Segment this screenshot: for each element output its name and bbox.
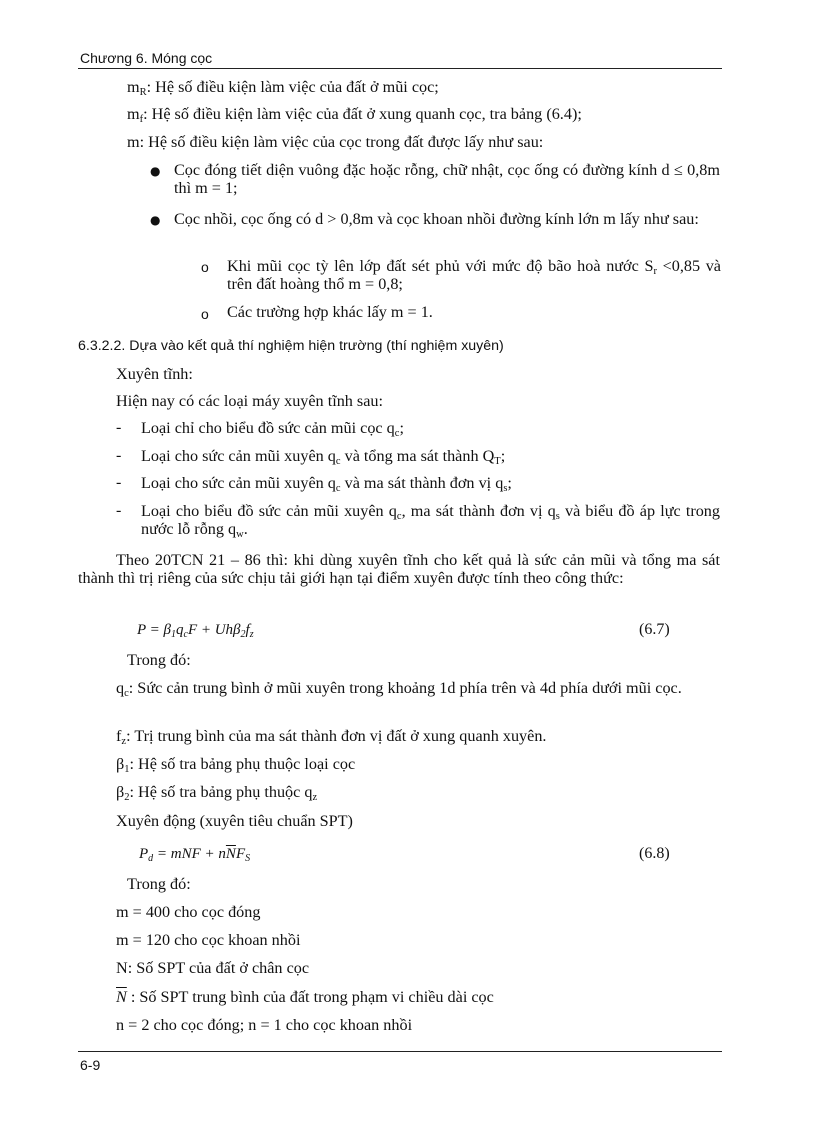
def-line: m = 400 cho cọc đóng: [116, 903, 261, 921]
chapter-header: Chương 6. Móng cọc: [80, 50, 213, 66]
dash-bullet-icon: -: [116, 474, 122, 491]
bullet-dot-icon: ●: [150, 164, 161, 178]
bullet-item: Cọc đóng tiết diện vuông đặc hoặc rỗng, chữ nhật, cọc ống có đường kính d ≤ 0,8m thì m = 1;: [174, 161, 720, 197]
def-mf: $m_f$: Hệ số điều kiện làm việc của đất ở xung quanh cọc, tra bảng (6.4);: [127, 105, 582, 125]
section-heading: 6.3.2.2. Dựa vào kết quả thí nghiệm hiện trường (thí nghiệm xuyên): [78, 338, 504, 354]
static-title: Xuyên tĩnh:: [116, 365, 193, 383]
footer-rule: [78, 1051, 722, 1052]
dash-item: Loại cho biểu đồ sức cản mũi xuyên $q_c$, ma sát thành đơn vị $q_s$ và biểu đồ áp lực trong nước lỗ rỗng $q_w$.: [141, 502, 720, 540]
equation-number: (6.8): [639, 845, 670, 862]
def-line: $\overline{N}$ : Số SPT trung bình của đất trong phạm vi chiều dài cọc: [116, 988, 494, 1006]
bullet-item: Cọc nhồi, cọc ống có d > 0,8m và cọc khoan nhồi đường kính lớn m lấy như sau:: [174, 210, 699, 228]
where-label: Trong đó:: [127, 651, 191, 669]
dash-bullet-icon: -: [116, 419, 122, 436]
equation-6-8: $P_d$ = mNF + $n\overline{N}F_S$: [139, 846, 251, 864]
dash-item: Loại cho sức cản mũi xuyên $q_c$ và tổng ma sát thành $Q_T$;: [141, 447, 506, 467]
equation-6-7: $P = \beta_1q_cF + Uh\beta_2f_z$: [137, 622, 254, 640]
dash-bullet-icon: -: [116, 502, 122, 519]
circle-bullet-icon: o: [201, 306, 209, 322]
def-fz: $f_z$: Trị trung bình của ma sát thành đơn vị đất ở xung quanh xuyên.: [116, 727, 547, 747]
def-beta1: $\beta_1$: Hệ số tra bảng phụ thuộc loại cọc: [116, 755, 356, 775]
dash-item: Loại cho sức cản mũi xuyên $q_c$ và ma sát thành đơn vị $q_s$;: [141, 474, 512, 494]
bullet-dot-icon: ●: [150, 213, 161, 227]
def-m: m: Hệ số điều kiện làm việc của cọc trong đất được lấy như sau:: [127, 133, 544, 151]
def-line: N: Số SPT của đất ở chân cọc: [116, 959, 310, 977]
def-qc: $q_c$: Sức cản trung bình ở mũi xuyên trong khoảng 1d phía trên và 4d phía dưới mũi cọc.: [116, 679, 682, 699]
static-intro: Hiện nay có các loại máy xuyên tĩnh sau:: [116, 392, 384, 410]
dynamic-title: Xuyên động (xuyên tiêu chuẩn SPT): [116, 812, 353, 830]
def-mR: $m_R$: Hệ số điều kiện làm việc của đất ở mũi cọc;: [127, 78, 439, 98]
circle-bullet-icon: o: [201, 259, 209, 275]
sub-bullet-item: Khi mũi cọc tỳ lên lớp đất sét phủ với mức độ bão hoà nước $S_r <0,85$ và trên đất hoàng thổ m = 0,8;: [227, 257, 721, 293]
def-beta2: $\beta_2$: Hệ số tra bảng phụ thuộc $q_z$: [116, 783, 318, 803]
header-rule: [78, 68, 722, 69]
sub-bullet-item: Các trường hợp khác lấy m = 1.: [227, 303, 433, 321]
dash-bullet-icon: -: [116, 447, 122, 464]
equation-number: (6.7): [639, 621, 670, 638]
dash-item: Loại chỉ cho biểu đồ sức cản mũi cọc $q_c$;: [141, 419, 404, 439]
def-line: n = 2 cho cọc đóng; n = 1 cho cọc khoan nhồi: [116, 1016, 413, 1034]
page-number: 6-9: [80, 1057, 101, 1073]
def-line: m = 120 cho cọc khoan nhồi: [116, 931, 301, 949]
where-label: Trong đó:: [127, 875, 191, 893]
static-paragraph: Theo 20TCN 21 – 86 thì: khi dùng xuyên tĩnh cho kết quả là sức cản mũi và tổng ma sát thành thì trị riêng của sức chịu tải giới hạn tại điểm xuyên được tính theo công thức:: [78, 551, 720, 587]
